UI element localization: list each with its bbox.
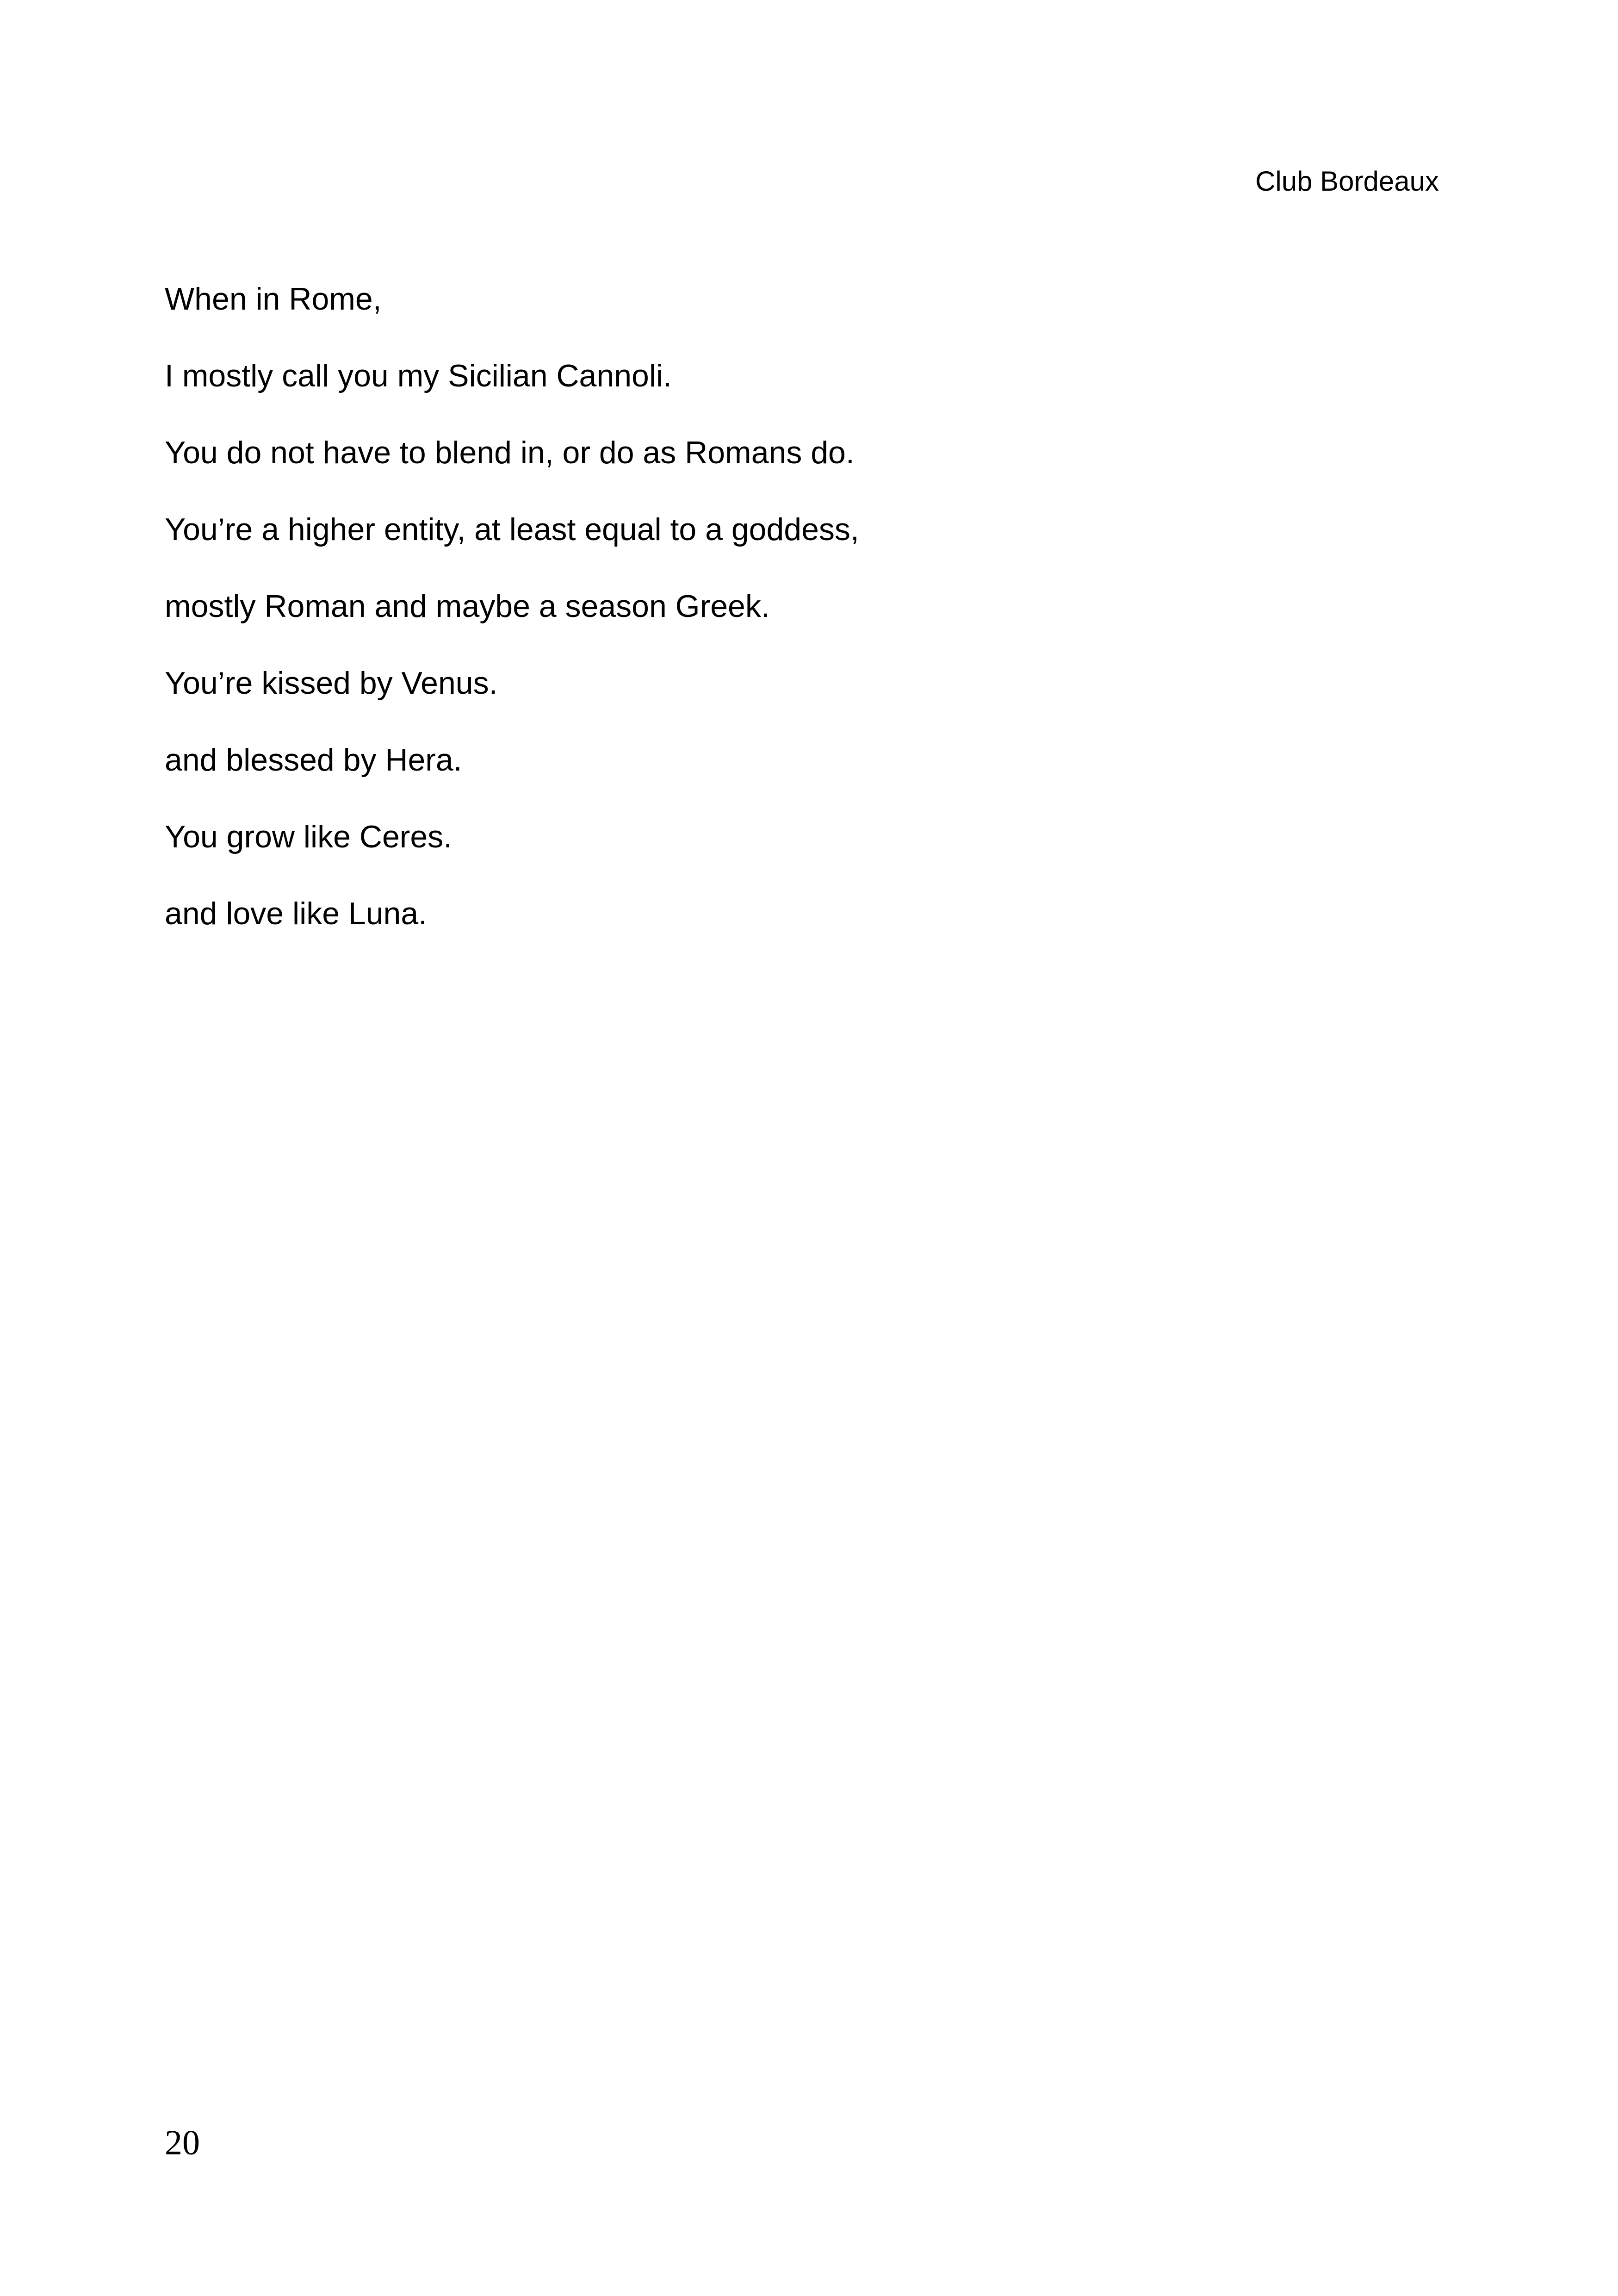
poem-line: and blessed by Hera. xyxy=(165,742,462,778)
poem-line: mostly Roman and maybe a season Greek. xyxy=(165,589,770,624)
poem-line: When in Rome, xyxy=(165,281,382,317)
poem-line: I mostly call you my Sicilian Cannoli. xyxy=(165,358,672,393)
poem-body xyxy=(165,278,1414,969)
poem-line: You’re kissed by Venus. xyxy=(165,666,498,701)
poem-line: You’re a higher entity, at least equal to a goddess, xyxy=(165,512,859,547)
poem-line: You grow like Ceres. xyxy=(165,819,453,854)
poem-line: and love like Luna. xyxy=(165,896,428,931)
page-number: 20 xyxy=(165,2123,200,2162)
running-header: Club Bordeaux xyxy=(1255,166,1439,197)
poem-line: You do not have to blend in, or do as Romans do. xyxy=(165,435,855,470)
